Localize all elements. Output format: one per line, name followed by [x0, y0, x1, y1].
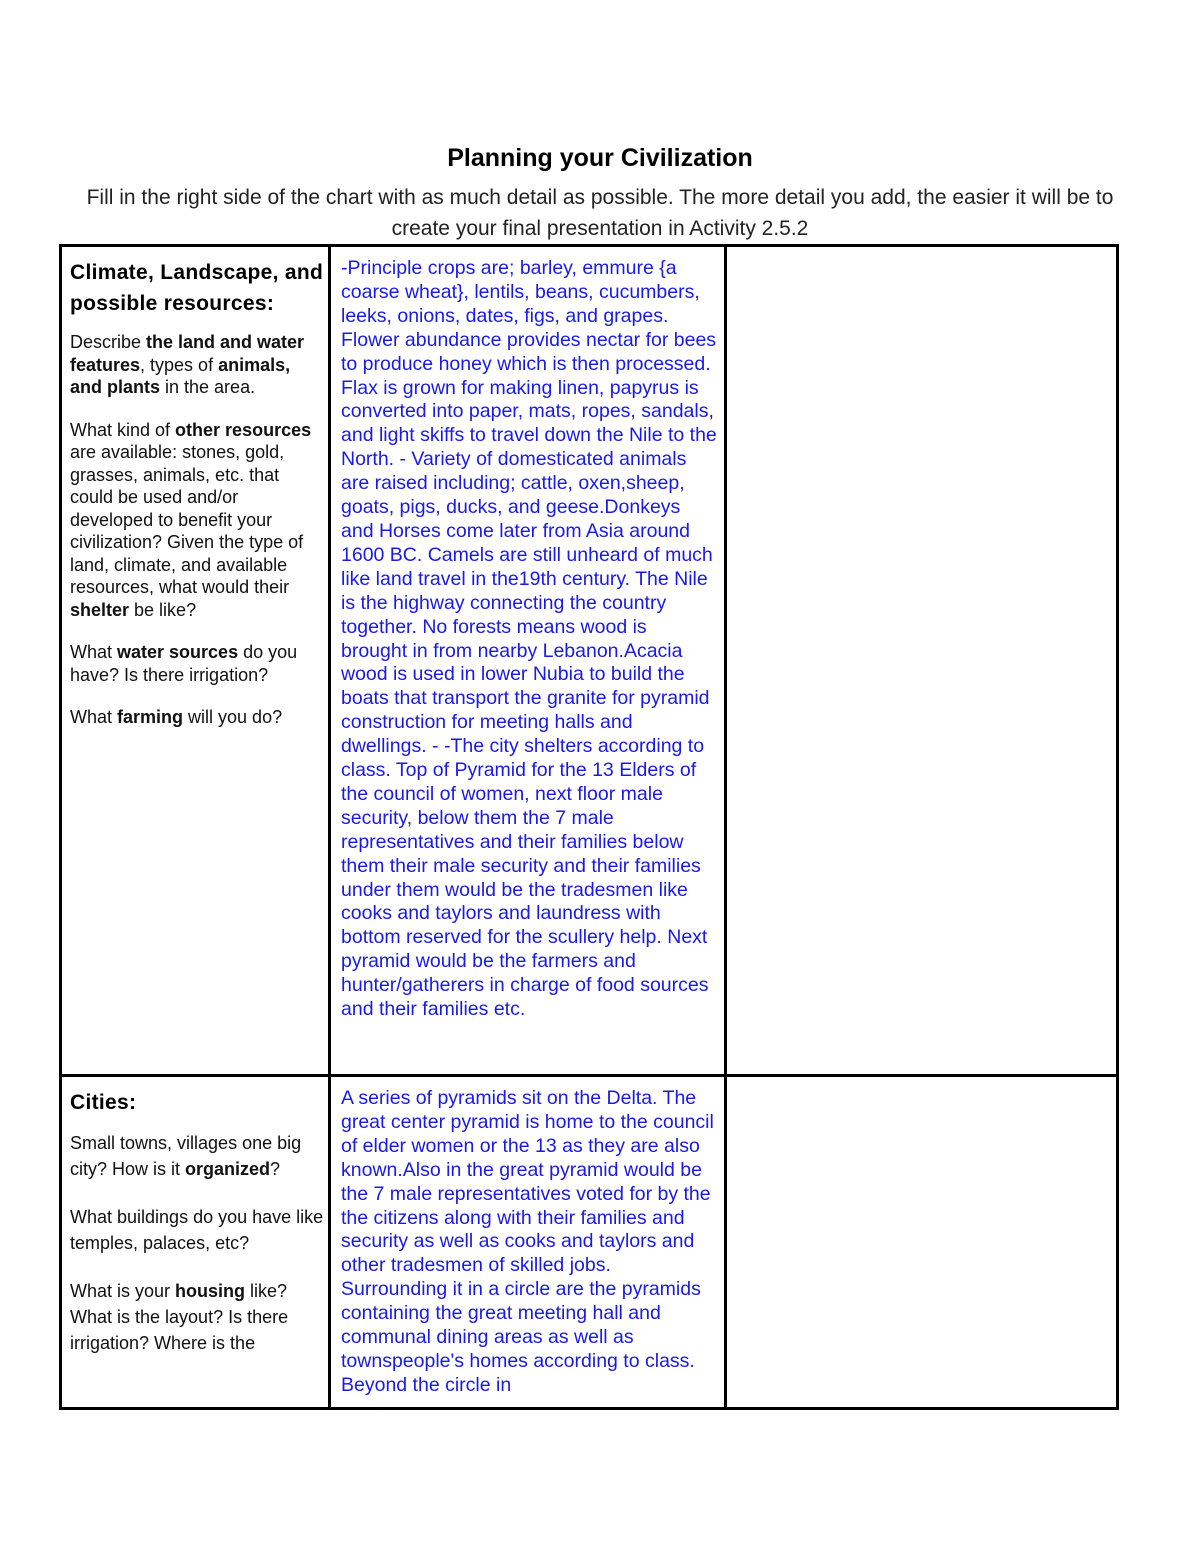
- climate-prompt-cell: [62, 247, 328, 1074]
- cities-empty-cell[interactable]: [727, 1077, 1116, 1407]
- cities-answer-cell[interactable]: [331, 1077, 724, 1407]
- cities-prompt-organized: Small towns, villages one big city? How is it organized?: [70, 1133, 302, 1179]
- climate-answer-cell[interactable]: [331, 247, 724, 1074]
- climate-prompt-water: What water sources do you have? Is there irrigation?: [70, 642, 298, 685]
- climate-prompt-resources: What kind of other resources are available: stones, gold, grasses, animals, etc. that could be used and/or developed to benefit your civilization? Given the type of land, climate, and available resources, what would their shelter be like?: [70, 419, 312, 620]
- cities-answer-text[interactable]: A series of pyramids sit on the Delta. The great center pyramid is home to the council of elder women or the 13 as they are also known.Also in the great pyramid would be the 7 male representatives voted for by the the citizens along with their families and security as well as cooks and taylors and other tradesmen of skilled jobs. Surrounding it in a circle are the pyramids containing the great meeting hall and communal dining areas as well as townspeople's homes according to class. Beyond the circle in: [341, 1087, 714, 1396]
- climate-heading: Climate, Landscape, and possible resources:: [70, 261, 324, 315]
- instructions: Fill in the right side of the chart with as much detail as possible. The more detail you add, the easier it will be to create your final presentation in Activity 2.5.2: [86, 186, 1114, 240]
- cities-heading: Cities:: [70, 1091, 137, 1114]
- planning-chart: [59, 244, 1119, 1410]
- cities-prompt-buildings: What buildings do you have like temples, palaces, etc?: [70, 1207, 324, 1253]
- page-title: Planning your Civilization: [447, 144, 753, 172]
- climate-prompt-land: Describe the land and water features, types of animals, and plants in the area.: [70, 332, 305, 397]
- climate-empty-cell[interactable]: [727, 247, 1116, 1074]
- climate-prompt-farming: What farming will you do?: [70, 707, 283, 727]
- cities-prompt-housing: What is your housing like? What is the layout? Is there irrigation? Where is the: [70, 1281, 289, 1353]
- climate-answer-text[interactable]: -Principle crops are; barley, emmure {a coarse wheat}, lentils, beans, cucumbers, leeks, onions, dates, figs, and grapes. Flower abundance provides nectar for bees to produce honey which is then processed. Flax is grown for making linen, papyrus is converted into paper, mats, ropes, sandals, and light skiffs to travel down the Nile to the North. - Variety of domesticated animals are raised including; cattle, oxen,sheep, goats, pigs, ducks, and geese.Donkeys and Horses come later from Asia around 1600 BC. Camels are still unheard of much like land travel in the19th century. The Nile is the highway connecting the country together. No forests means wood is brought in from nearby Lebanon.Acacia wood is used in lower Nubia to build the boats that transport the granite for pyramid construction for meeting halls and dwellings. - -The city shelters according to class. Top of Pyramid for the 13 Elders of the council of women, next floor male security, below them the 7 male representatives and their families below them their male security and their families under them would be the tradesmen like cooks and taylors and laundress with bottom reserved for the scullery help. Next pyramid would be the farmers and hunter/gatherers in charge of food sources and their families etc.: [341, 257, 717, 1021]
- cities-prompt-cell: [62, 1077, 328, 1407]
